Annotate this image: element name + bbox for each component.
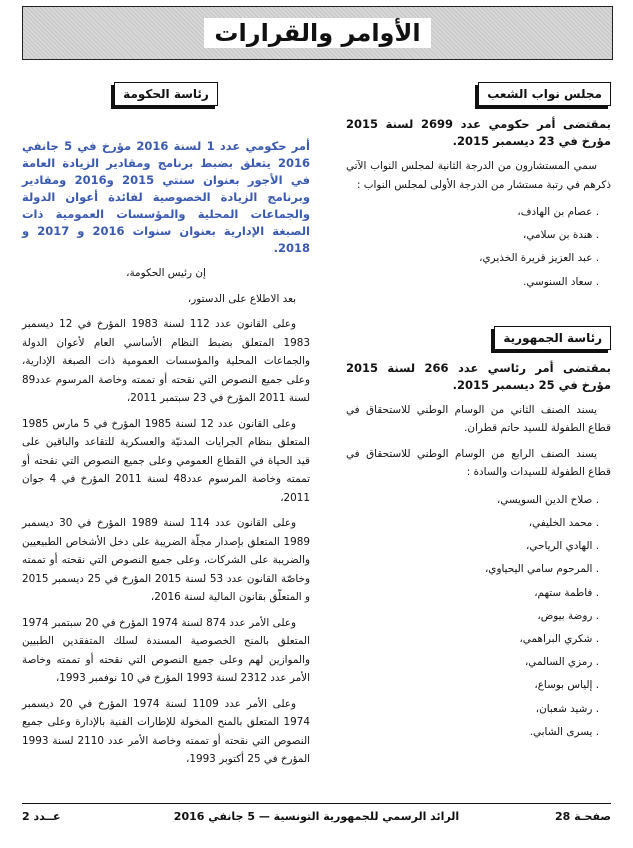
left-column: [22, 82, 310, 776]
section-title-government: رئاسة الحكومة: [114, 82, 218, 106]
list-item: . فاطمة ستهم،: [346, 582, 599, 605]
list-item: . هندة بن سلامي،: [346, 224, 599, 247]
paragraph: وعلى الأمر عدد 874 لسنة 1974 المؤرخ في 20 سبتمبر 1974 المتعلق بالمنح الخصوصية المسندة لسلك المتفقدين الطبيين والموازين لهم وعلى جميع النصوص التي نقحته أو تممته وخاصة الأمر عدد 2312 لسنة 1993 المؤرخ في 10 نوفمبر 1993،: [22, 616, 310, 684]
paragraph: إن رئيس الحكومة،: [126, 267, 206, 279]
list-item: . عصام بن الهادف،: [346, 201, 599, 224]
decree-heading: بمقتضى أمر رئاسي عدد 266 لسنة 2015 مؤرخ في 25 ديسمبر 2015.: [346, 360, 612, 392]
footer-divider: [22, 803, 611, 804]
list-item: . روضة بيوض،: [346, 605, 599, 628]
name-list: [346, 489, 611, 744]
list-item: . صلاح الدين السويسي،: [346, 489, 599, 512]
decree-heading: أمر حكومي عدد 1 لسنة 2016 مؤرخ في 5 جانفي 2016 يتعلق بضبط برنامج ومقادير الزيادة العامة في الأجور بعنوان سنتي 2015 و2016 ومقادير وبرنامج الزيادة الخصوصية لفائدة أعوان الدولة والجماعات المحلية والمؤسسات العمومية ذات الصبغة الإدارية بعنوان سنوات 2016 و 2017 و 2018.: [22, 139, 311, 255]
list-item: . رمزي السالمي،: [346, 651, 599, 674]
page-title: الأوامر والقرارات: [204, 18, 430, 48]
list-item: . محمد الخليفي،: [346, 512, 599, 535]
footer-title: الرائد الرسمي للجمهورية التونسية — 5 جانفي 2016: [173, 810, 460, 823]
list-item: . إلياس بوساع،: [346, 674, 599, 697]
list-item: . سعاد السنوسي.: [346, 271, 599, 294]
paragraph: وعلى القانون عدد 112 لسنة 1983 المؤرخ في 12 ديسمبر 1983 المتعلق بضبط النظام الأساسي العام لأعوان الدولة والجماعات المحلية والمؤسسات العمومية ذات الصبغة الإدارية، وعلى جميع النصوص التي نقحته أو تممته وخاصة المرسوم عدد89 لسنة 2011 المؤرخ في 23 سبتمبر 2011،: [22, 318, 310, 404]
paragraph: بعد الاطلاع على الدستور،: [187, 292, 296, 305]
list-item: . الهادي الرياحي،: [346, 535, 599, 558]
title-banner: [22, 6, 613, 60]
list-item: . يسرى الشابي.: [346, 721, 599, 744]
paragraph: يسند الصنف الثاني من الوسام الوطني للاستحقاق في قطاع الطفولة للسيد حاتم قطران.: [346, 403, 611, 435]
list-item: . المرحوم سامي اليحياوي،: [346, 558, 599, 581]
paragraph: وعلى الأمر عدد 1109 لسنة 1974 المؤرخ في 20 ديسمبر 1974 المتعلق بالمنح المخولة للإطارات الفنية بالإدارة وعلى جميع النصوص التي نقحته أو تممته وخاصة الأمر عدد 2110 لسنة 1993 المؤرخ في 25 أكتوبر 1993،: [22, 697, 311, 765]
page-number: صفحـة 28: [554, 810, 611, 823]
list-item: . رشيد شعبان،: [346, 698, 599, 721]
paragraph: وعلى القانون عدد 114 لسنة 1989 المؤرخ في 30 ديسمبر 1989 المتعلق بإصدار مجلّة الضريبة على دخل الأشخاص الطبيعيين والضريبة على الشركات، وعلى جميع النصوص التي نقحته أو تممته وخاصّة القانون عدد 53 لسنة 2015 المؤرخ في 25 ديسمبر 2015 و المتعلّق بقانون المالية لسنة 2016،: [22, 517, 310, 603]
section-title-presidency: رئاسة الجمهورية: [494, 326, 611, 350]
list-item: . عبد العزيز قريرة الخذيري،: [346, 247, 599, 270]
section-title-parliament: مجلس نواب الشعب: [478, 82, 611, 106]
decree-heading: بمقتضى أمر حكومي عدد 2699 لسنة 2015 مؤرخ في 23 ديسمبر 2015.: [346, 117, 611, 148]
footer: [22, 810, 611, 832]
paragraph: يسند الصنف الرابع من الوسام الوطني للاستحقاق في قطاع الطفولة للسيدات والسادة :: [346, 447, 611, 479]
paragraph: وعلى القانون عدد 12 لسنة 1985 المؤرخ في 5 مارس 1985 المتعلق بنظام الجرايات المدنيّة والعسكرية للتقاعد والباقين على قيد الحياة في القطاع العمومي وعلى جميع النصوص التي نقحته أو تممته وخاصة المرسوم عدد48 لسنة 2011 المؤرخ في 4 جوان 2011،: [22, 417, 310, 504]
name-list: [346, 201, 611, 294]
list-item: . شكري البراهمي،: [346, 628, 599, 651]
right-column: [346, 82, 611, 748]
paragraph: سمي المستشارون من الدرجة الثانية لمجلس النواب الآتي ذكرهم في رتبة مستشار من الدرجة الأولى لمجلس النواب :: [346, 160, 611, 191]
issue-number: عــدد 2: [22, 810, 61, 823]
